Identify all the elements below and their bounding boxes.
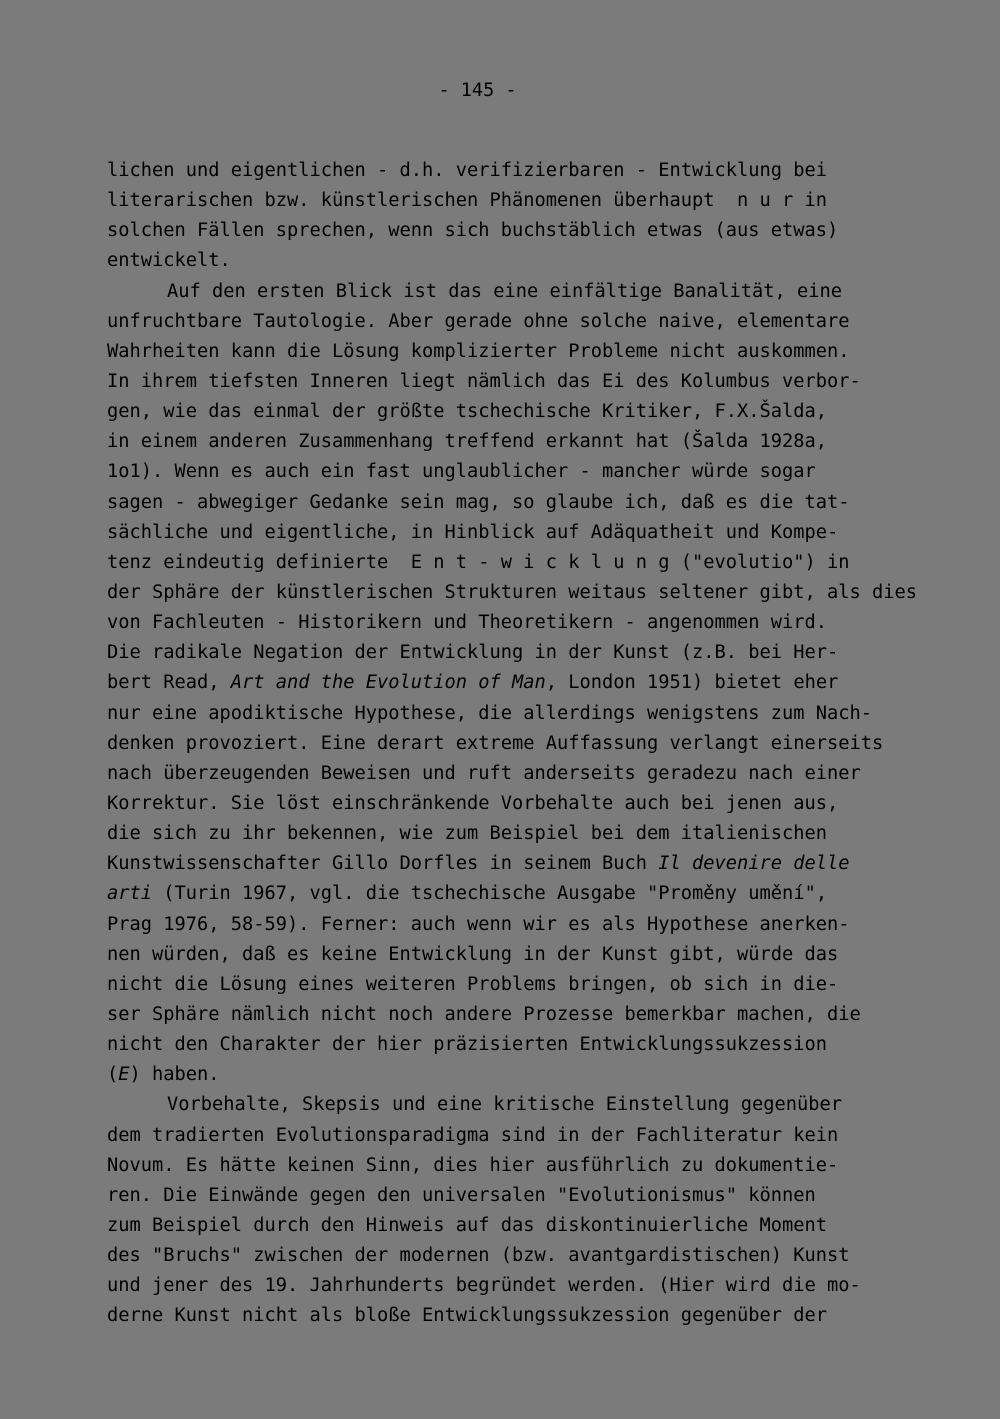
text-line: in einem anderen Zusammenhang treffend erkannt hat (Šalda 1928a,: [107, 431, 828, 453]
text-line: denken provoziert. Eine derart extreme Auffassung verlangt einerseits: [107, 732, 884, 754]
text-line: Novum. Es hätte keinen Sinn, dies hier ausführlich zu dokumentie-: [107, 1154, 839, 1176]
text-line: nicht die Lösung eines weiteren Problems bringen, ob sich in die-: [107, 973, 839, 995]
text-line: der Sphäre der künstlerischen Strukturen weitaus seltener gibt, als dies: [107, 581, 918, 603]
text-line: gen, wie das einmal der größte tschechische Kritiker, F.X.Šalda,: [107, 401, 828, 423]
text-line: [107, 879, 927, 909]
text-line: von Fachleuten - Historikern und Theoretikern - angenommen wird.: [107, 612, 828, 634]
italic-title: Il devenire delle: [658, 853, 850, 875]
text-line: nur eine apodiktische Hypothese, die allerdings wenigstens zum Nach-: [107, 702, 873, 724]
text-line: und jener des 19. Jahrhunderts begründet werden. (Hier wird die mo-: [107, 1275, 861, 1297]
text-line: derne Kunst nicht als bloße Entwicklungssukzession gegenüber der: [107, 1305, 828, 1327]
text-line: Prag 1976, 58-59). Ferner: auch wenn wir es als Hypothese anerken-: [107, 913, 850, 935]
text-segment: , London 1951) bietet eher: [545, 672, 839, 694]
italic-title: arti: [107, 883, 153, 905]
text-segment: (: [107, 1064, 119, 1086]
text-line: die sich zu ihr bekennen, wie zum Beispiel bei dem italienischen: [107, 823, 828, 845]
text-line: tenz eindeutig definierte E n t - w i c k l u n g ("evolutio") in: [107, 551, 850, 573]
text-line: dem tradierten Evolutionsparadigma sind in der Fachliteratur kein: [107, 1124, 839, 1146]
text-line: [107, 849, 927, 879]
text-line: nach überzeugenden Beweisen und ruft anderseits geradezu nach einer: [107, 762, 861, 784]
text-line: literarischen bzw. künstlerischen Phänomenen überhaupt n u r in: [107, 190, 828, 212]
text-line: sagen - abwegiger Gedanke sein mag, so glaube ich, daß es die tat-: [107, 491, 850, 513]
text-line: [107, 668, 927, 698]
text-line: ren. Die Einwände gegen den universalen "Evolutionismus" können: [107, 1184, 816, 1206]
page-number: - 145 -: [438, 80, 517, 101]
text-line: 1o1). Wenn es auch ein fast unglaublicher - mancher würde sogar: [107, 461, 816, 483]
text-line: unfruchtbare Tautologie. Aber gerade ohne solche naive, elementare: [107, 310, 850, 332]
text-line: Die radikale Negation der Entwicklung in der Kunst (z.B. bei Her-: [107, 642, 839, 664]
text-line: lichen und eigentlichen - d.h. verifizierbaren - Entwicklung bei: [107, 160, 828, 181]
text-line: des "Bruchs" zwischen der modernen (bzw. avantgardistischen) Kunst: [107, 1245, 850, 1267]
text-segment: Kunstwissenschafter Gillo Dorfles in seinem Buch: [107, 853, 659, 875]
text-line: entwickelt.: [107, 250, 231, 272]
text-line: Wahrheiten kann die Lösung komplizierter Probleme nicht auskommen.: [107, 340, 850, 362]
text-line: solchen Fällen sprechen, wenn sich buchstäblich etwas (aus etwas): [107, 220, 839, 242]
text-line: [107, 1060, 927, 1090]
body-text: [107, 156, 927, 1331]
text-segment: ) haben.: [129, 1064, 220, 1086]
text-line: Vorbehalte, Skepsis und eine kritische Einstellung gegenüber: [167, 1094, 843, 1116]
text-line: Auf den ersten Blick ist das eine einfältige Banalität, eine: [167, 280, 843, 302]
text-line: zum Beispiel durch den Hinweis auf das diskontinuierliche Moment: [107, 1214, 828, 1236]
text-segment: (Turin 1967, vgl. die tschechische Ausgabe "Proměny umění",: [152, 883, 828, 905]
text-line: ser Sphäre nämlich nicht noch andere Prozesse bemerkbar machen, die: [107, 1003, 861, 1025]
italic-title: Art and the Evolution of Man: [230, 672, 546, 694]
text-line: In ihrem tiefsten Inneren liegt nämlich das Ei des Kolumbus verbor-: [107, 370, 861, 392]
text-line: sächliche und eigentliche, in Hinblick auf Adäquatheit und Kompe-: [107, 521, 839, 543]
italic-title: E: [118, 1064, 130, 1086]
text-line: nen würden, daß es keine Entwicklung in der Kunst gibt, würde das: [107, 943, 839, 965]
text-line: nicht den Charakter der hier präzisierten Entwicklungssukzession: [107, 1034, 828, 1056]
text-line: Korrektur. Sie löst einschränkende Vorbehalte auch bei jenen aus,: [107, 792, 839, 814]
text-segment: bert Read,: [107, 672, 231, 694]
